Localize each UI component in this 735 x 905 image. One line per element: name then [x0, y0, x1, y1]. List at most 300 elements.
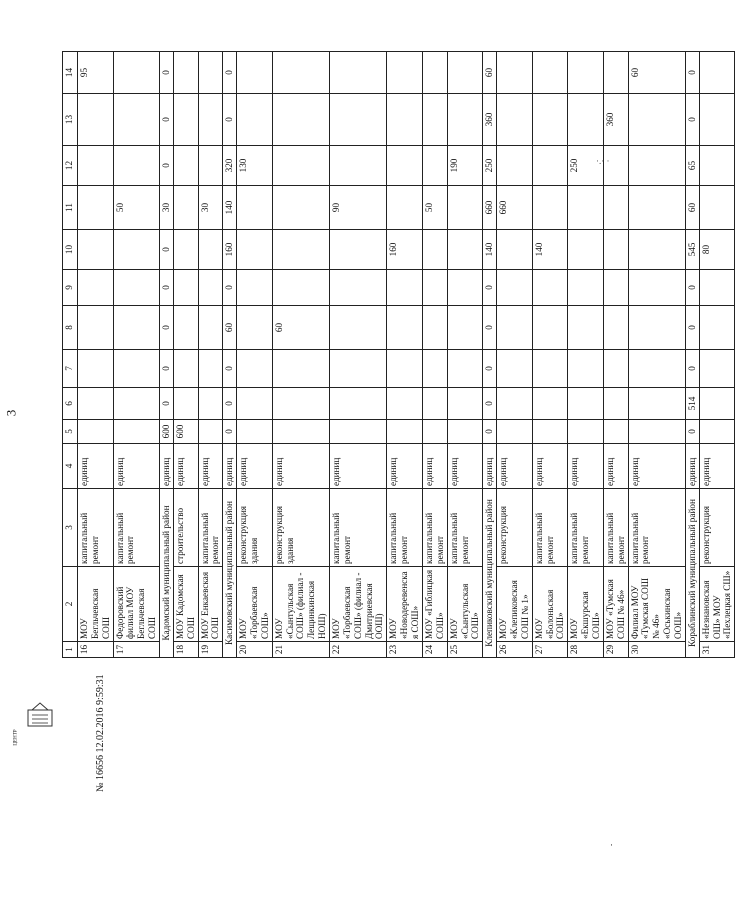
table-cell [387, 94, 423, 146]
table-cell [198, 350, 223, 388]
table-cell: 0 [685, 52, 699, 94]
table-cell [699, 94, 735, 146]
table-cell [422, 350, 447, 388]
table-cell [422, 230, 447, 270]
table-cell [173, 52, 198, 94]
table-cell [173, 94, 198, 146]
table-cell [628, 230, 685, 270]
page-number: 3 [3, 409, 19, 417]
table-cell [568, 388, 604, 420]
table-cell: 0 [483, 270, 497, 306]
table-row [330, 52, 387, 658]
table-cell [113, 388, 159, 420]
table-cell [568, 306, 604, 350]
table-cell [272, 146, 329, 186]
table-cell [237, 94, 273, 146]
table-cell: 0 [685, 270, 699, 306]
table-cell [78, 270, 114, 306]
table-cell [603, 52, 628, 94]
table-cell [628, 388, 685, 420]
table-cell [330, 270, 387, 306]
column-header: 14 [63, 52, 78, 94]
table-row [497, 52, 533, 658]
table-cell: единиц [422, 444, 447, 489]
district-subtotal-row [685, 52, 699, 658]
table-row [78, 52, 114, 658]
table-cell: единиц [685, 444, 699, 489]
table-cell [532, 52, 568, 94]
table-cell [272, 186, 329, 230]
table-cell [497, 306, 533, 350]
table-cell: 26 [497, 642, 533, 658]
table-cell: МОУ «Сынтульская СОШ» [447, 567, 483, 642]
table-cell [497, 52, 533, 94]
table-row [568, 52, 604, 658]
table-cell: единиц [198, 444, 223, 489]
table-cell [78, 420, 114, 444]
table-cell [387, 388, 423, 420]
table-cell [568, 270, 604, 306]
table-cell [447, 52, 483, 94]
column-header: 12 [63, 146, 78, 186]
table-cell [447, 270, 483, 306]
table-cell [699, 420, 735, 444]
table-cell [699, 146, 735, 186]
column-header: 9 [63, 270, 78, 306]
table-cell: 24 [422, 642, 447, 658]
table-cell: 22 [330, 642, 387, 658]
table-cell [237, 306, 273, 350]
table-body [63, 52, 735, 658]
table-cell [173, 270, 198, 306]
table-cell [330, 146, 387, 186]
table-cell: 50 [113, 186, 159, 230]
table-cell: 140 [532, 230, 568, 270]
table-cell [447, 230, 483, 270]
table-cell [330, 94, 387, 146]
table-cell [699, 388, 735, 420]
table-cell: 0 [483, 306, 497, 350]
table-cell: 60 [685, 186, 699, 230]
table-cell [699, 186, 735, 230]
table-cell: 0 [223, 52, 237, 94]
table-cell: 0 [685, 306, 699, 350]
table-cell: 250 [568, 146, 604, 186]
table-cell: 30 [160, 186, 174, 230]
district-name: Кораблинский муниципальный район [685, 489, 699, 658]
table-cell [237, 350, 273, 388]
table-cell [113, 230, 159, 270]
table-cell [237, 52, 273, 94]
table-cell [173, 186, 198, 230]
column-header: 2 [63, 567, 78, 642]
table-cell: 95 [78, 52, 114, 94]
table-cell [113, 270, 159, 306]
table-cell: 545 [685, 230, 699, 270]
table-cell: 0 [483, 388, 497, 420]
district-subtotal-row [483, 52, 497, 658]
table-cell: единиц [237, 444, 273, 489]
table-cell [387, 186, 423, 230]
table-cell: 0 [160, 94, 174, 146]
table-cell: 660 [497, 186, 533, 230]
table-cell [272, 388, 329, 420]
table-cell [447, 420, 483, 444]
table-cell [628, 146, 685, 186]
table-cell: капитальный ремонт [532, 489, 568, 567]
table-row [699, 52, 735, 658]
table-cell: капитальный ремонт [603, 489, 628, 567]
table-cell [532, 270, 568, 306]
table-row [387, 52, 423, 658]
table-cell: капитальный ремонт [113, 489, 159, 567]
table-cell: строительство [173, 489, 198, 567]
table-cell: 0 [160, 230, 174, 270]
table-cell: 0 [223, 388, 237, 420]
table-cell: 0 [223, 270, 237, 306]
table-cell [422, 420, 447, 444]
table-cell [387, 350, 423, 388]
table-cell [447, 388, 483, 420]
table-cell: единиц [173, 444, 198, 489]
table-cell: 60 [223, 306, 237, 350]
table-cell [173, 350, 198, 388]
table-cell [237, 388, 273, 420]
table-cell [387, 420, 423, 444]
table-cell [422, 270, 447, 306]
table-cell: капитальный ремонт [447, 489, 483, 567]
column-header: 8 [63, 306, 78, 350]
table-cell: 0 [483, 350, 497, 388]
table-cell: 31 [699, 642, 735, 658]
table-cell [330, 350, 387, 388]
table-cell: реконструкция здания [272, 489, 329, 567]
table-rotation-frame [62, 52, 733, 658]
table-cell [603, 306, 628, 350]
table-cell: единиц [603, 444, 628, 489]
table-cell: МОУ «Болоньская СОШ» [532, 567, 568, 642]
table-cell [497, 230, 533, 270]
district-name: Кадомский муниципальный район [160, 489, 174, 658]
table-cell [330, 388, 387, 420]
funding-table [62, 51, 735, 658]
table-cell: 130 [237, 146, 273, 186]
table-cell: МОУ «Новодеревенская СОШ» [387, 567, 423, 642]
archive-stamp-icon [20, 700, 60, 730]
table-cell: 160 [387, 230, 423, 270]
table-cell [603, 186, 628, 230]
table-cell: единиц [330, 444, 387, 489]
table-cell: МОУ Кадомская СОШ [173, 567, 198, 642]
table-row [422, 52, 447, 658]
table-cell [603, 230, 628, 270]
table-cell: единиц [628, 444, 685, 489]
table-cell: единиц [78, 444, 114, 489]
table-cell [532, 146, 568, 186]
table-cell: 160 [223, 230, 237, 270]
column-header: 11 [63, 186, 78, 230]
table-cell [237, 186, 273, 230]
table-cell [113, 146, 159, 186]
table-cell [628, 420, 685, 444]
table-cell: МОУ «Сынтульская СОШ» (филиал - Лещинкинская НОШ) [272, 567, 329, 642]
table-cell: 0 [685, 350, 699, 388]
district-subtotal-row [160, 52, 174, 658]
table-cell [272, 420, 329, 444]
table-cell [198, 146, 223, 186]
table-cell [628, 94, 685, 146]
table-cell: капитальный ремонт [198, 489, 223, 567]
table-cell: МОУ «Торбаевская СОШ» [237, 567, 273, 642]
table-row [173, 52, 198, 658]
table-cell: капитальный ремонт [387, 489, 423, 567]
table-cell: единиц [160, 444, 174, 489]
table-cell [699, 52, 735, 94]
table-cell [387, 146, 423, 186]
table-cell: МОУ «Тумская СОШ № 46» [603, 567, 628, 642]
table-cell [272, 350, 329, 388]
table-cell [237, 270, 273, 306]
table-cell: единиц [387, 444, 423, 489]
table-cell: 90 [330, 186, 387, 230]
table-cell: капитальный ремонт [330, 489, 387, 567]
corner-mark: · [610, 840, 613, 850]
table-cell: 0 [685, 94, 699, 146]
table-cell: единиц [272, 444, 329, 489]
table-cell: 27 [532, 642, 568, 658]
table-row [532, 52, 568, 658]
table-cell [78, 94, 114, 146]
table-cell: 250 [483, 146, 497, 186]
table-cell: Филиал МОУ «Тумская СОШ № 46» «Оськинская ООШ» [628, 567, 685, 642]
table-cell [78, 186, 114, 230]
table-cell [78, 306, 114, 350]
table-cell: 28 [568, 642, 604, 658]
table-cell [78, 388, 114, 420]
table-cell [699, 306, 735, 350]
table-cell [78, 350, 114, 388]
table-cell: 0 [160, 52, 174, 94]
table-cell [78, 230, 114, 270]
table-cell [113, 306, 159, 350]
stamp-label: ЦЕНТР [13, 729, 19, 746]
table-cell [532, 420, 568, 444]
table-cell [532, 306, 568, 350]
table-cell [628, 186, 685, 230]
table-cell [568, 230, 604, 270]
table-cell: реконструкция здания [237, 489, 273, 567]
table-cell: 21 [272, 642, 329, 658]
table-cell: 0 [223, 420, 237, 444]
table-row [198, 52, 223, 658]
table-cell: 660 [483, 186, 497, 230]
district-name: Клепиковский муниципальный район [483, 489, 497, 658]
table-cell [422, 146, 447, 186]
table-cell: 23 [387, 642, 423, 658]
table-cell: капитальный ремонт [422, 489, 447, 567]
table-cell [497, 388, 533, 420]
table-cell: «Незнановская ОШ» МОУ «Пехлецкая СШ» [699, 567, 735, 642]
table-cell [237, 420, 273, 444]
rotated-page-content [62, 52, 733, 658]
table-cell: единиц [699, 444, 735, 489]
table-cell [628, 306, 685, 350]
table-cell: Федоровский филиал МОУ Бегльчевская СОШ [113, 567, 159, 642]
table-cell [198, 52, 223, 94]
table-cell: 360 [603, 94, 628, 146]
header-row [63, 52, 78, 658]
table-cell [497, 146, 533, 186]
table-cell: единиц [568, 444, 604, 489]
table-cell [699, 270, 735, 306]
table-cell: 0 [160, 388, 174, 420]
table-cell [272, 230, 329, 270]
table-cell: 140 [483, 230, 497, 270]
table-cell: капитальный ремонт [78, 489, 114, 567]
table-row [447, 52, 483, 658]
table-cell [330, 230, 387, 270]
table-cell: МОУ Енкаевская СОШ [198, 567, 223, 642]
table-cell: 29 [603, 642, 628, 658]
table-cell: 30 [628, 642, 685, 658]
table-cell [497, 94, 533, 146]
district-name: Касимовский муниципальный район [223, 489, 237, 658]
column-header: 7 [63, 350, 78, 388]
table-cell [198, 420, 223, 444]
table-cell [387, 52, 423, 94]
table-cell [568, 94, 604, 146]
table-row [237, 52, 273, 658]
table-cell [628, 350, 685, 388]
table-cell [497, 270, 533, 306]
district-subtotal-row [223, 52, 237, 658]
table-cell [568, 350, 604, 388]
table-cell: единиц [532, 444, 568, 489]
table-cell: 25 [447, 642, 483, 658]
table-cell [422, 94, 447, 146]
table-cell: 80 [699, 230, 735, 270]
table-cell [198, 306, 223, 350]
table-cell [603, 350, 628, 388]
table-cell [422, 388, 447, 420]
table-cell: МОУ «Гиблицкая СОШ» [422, 567, 447, 642]
table-cell: 0 [223, 350, 237, 388]
table-cell: МОУ «Екшурская СОШ» [568, 567, 604, 642]
table-cell: 17 [113, 642, 159, 658]
table-cell [568, 420, 604, 444]
table-cell: реконструкция [699, 489, 735, 567]
table-cell: единиц [497, 444, 533, 489]
table-cell: 19 [198, 642, 223, 658]
table-cell: 20 [237, 642, 273, 658]
table-cell [603, 420, 628, 444]
table-cell: 18 [173, 642, 198, 658]
table-cell: МОУ Бегльчевская СОШ [78, 567, 114, 642]
table-cell [497, 350, 533, 388]
table-cell [272, 52, 329, 94]
table-cell [330, 420, 387, 444]
table-cell: 320 [223, 146, 237, 186]
table-cell [113, 350, 159, 388]
table-cell [532, 388, 568, 420]
table-cell [422, 52, 447, 94]
table-cell [699, 350, 735, 388]
table-cell: 600 [173, 420, 198, 444]
table-cell: реконструкция [497, 489, 533, 567]
table-cell [198, 270, 223, 306]
column-header: 1 [63, 642, 78, 658]
table-cell [628, 270, 685, 306]
column-header: 10 [63, 230, 78, 270]
table-cell: единиц [483, 444, 497, 489]
table-cell: 0 [160, 270, 174, 306]
table-cell: 60 [628, 52, 685, 94]
table-cell: 514 [685, 388, 699, 420]
column-header: 13 [63, 94, 78, 146]
table-cell [330, 52, 387, 94]
table-cell [173, 230, 198, 270]
column-header: 5 [63, 420, 78, 444]
table-cell [447, 306, 483, 350]
table-cell [272, 270, 329, 306]
table-cell [198, 94, 223, 146]
table-cell [173, 146, 198, 186]
table-cell: 30 [198, 186, 223, 230]
table-cell: 0 [685, 420, 699, 444]
table-cell [532, 350, 568, 388]
table-cell: капитальный ремонт [568, 489, 604, 567]
table-cell: 60 [483, 52, 497, 94]
table-cell: 0 [160, 350, 174, 388]
table-cell [198, 230, 223, 270]
registration-watermark: № 16656 12.02.2016 9:59:31 [95, 674, 106, 792]
table-cell [113, 94, 159, 146]
table-cell: 600 [160, 420, 174, 444]
table-cell [387, 306, 423, 350]
table-row [272, 52, 329, 658]
table-cell [568, 186, 604, 230]
column-header: 4 [63, 444, 78, 489]
table-cell [272, 94, 329, 146]
table-cell: 190 [447, 146, 483, 186]
table-cell [447, 186, 483, 230]
column-header: 3 [63, 489, 78, 567]
table-cell: единиц [447, 444, 483, 489]
table-cell: 140 [223, 186, 237, 230]
table-row [113, 52, 159, 658]
margin-marks: ·.· · [596, 156, 610, 166]
table-cell [447, 350, 483, 388]
table-cell [78, 146, 114, 186]
table-cell [532, 94, 568, 146]
column-header: 6 [63, 388, 78, 420]
table-cell: капитальный ремонт [628, 489, 685, 567]
table-row [603, 52, 628, 658]
table-cell [568, 52, 604, 94]
table-cell [113, 420, 159, 444]
table-cell: 0 [160, 306, 174, 350]
table-cell: 0 [223, 94, 237, 146]
table-cell: 16 [78, 642, 114, 658]
table-cell: 60 [272, 306, 329, 350]
table-cell: 50 [422, 186, 447, 230]
table-cell [237, 230, 273, 270]
table-cell [532, 186, 568, 230]
table-cell [603, 388, 628, 420]
table-cell: 0 [483, 420, 497, 444]
table-cell [497, 420, 533, 444]
table-cell [447, 94, 483, 146]
